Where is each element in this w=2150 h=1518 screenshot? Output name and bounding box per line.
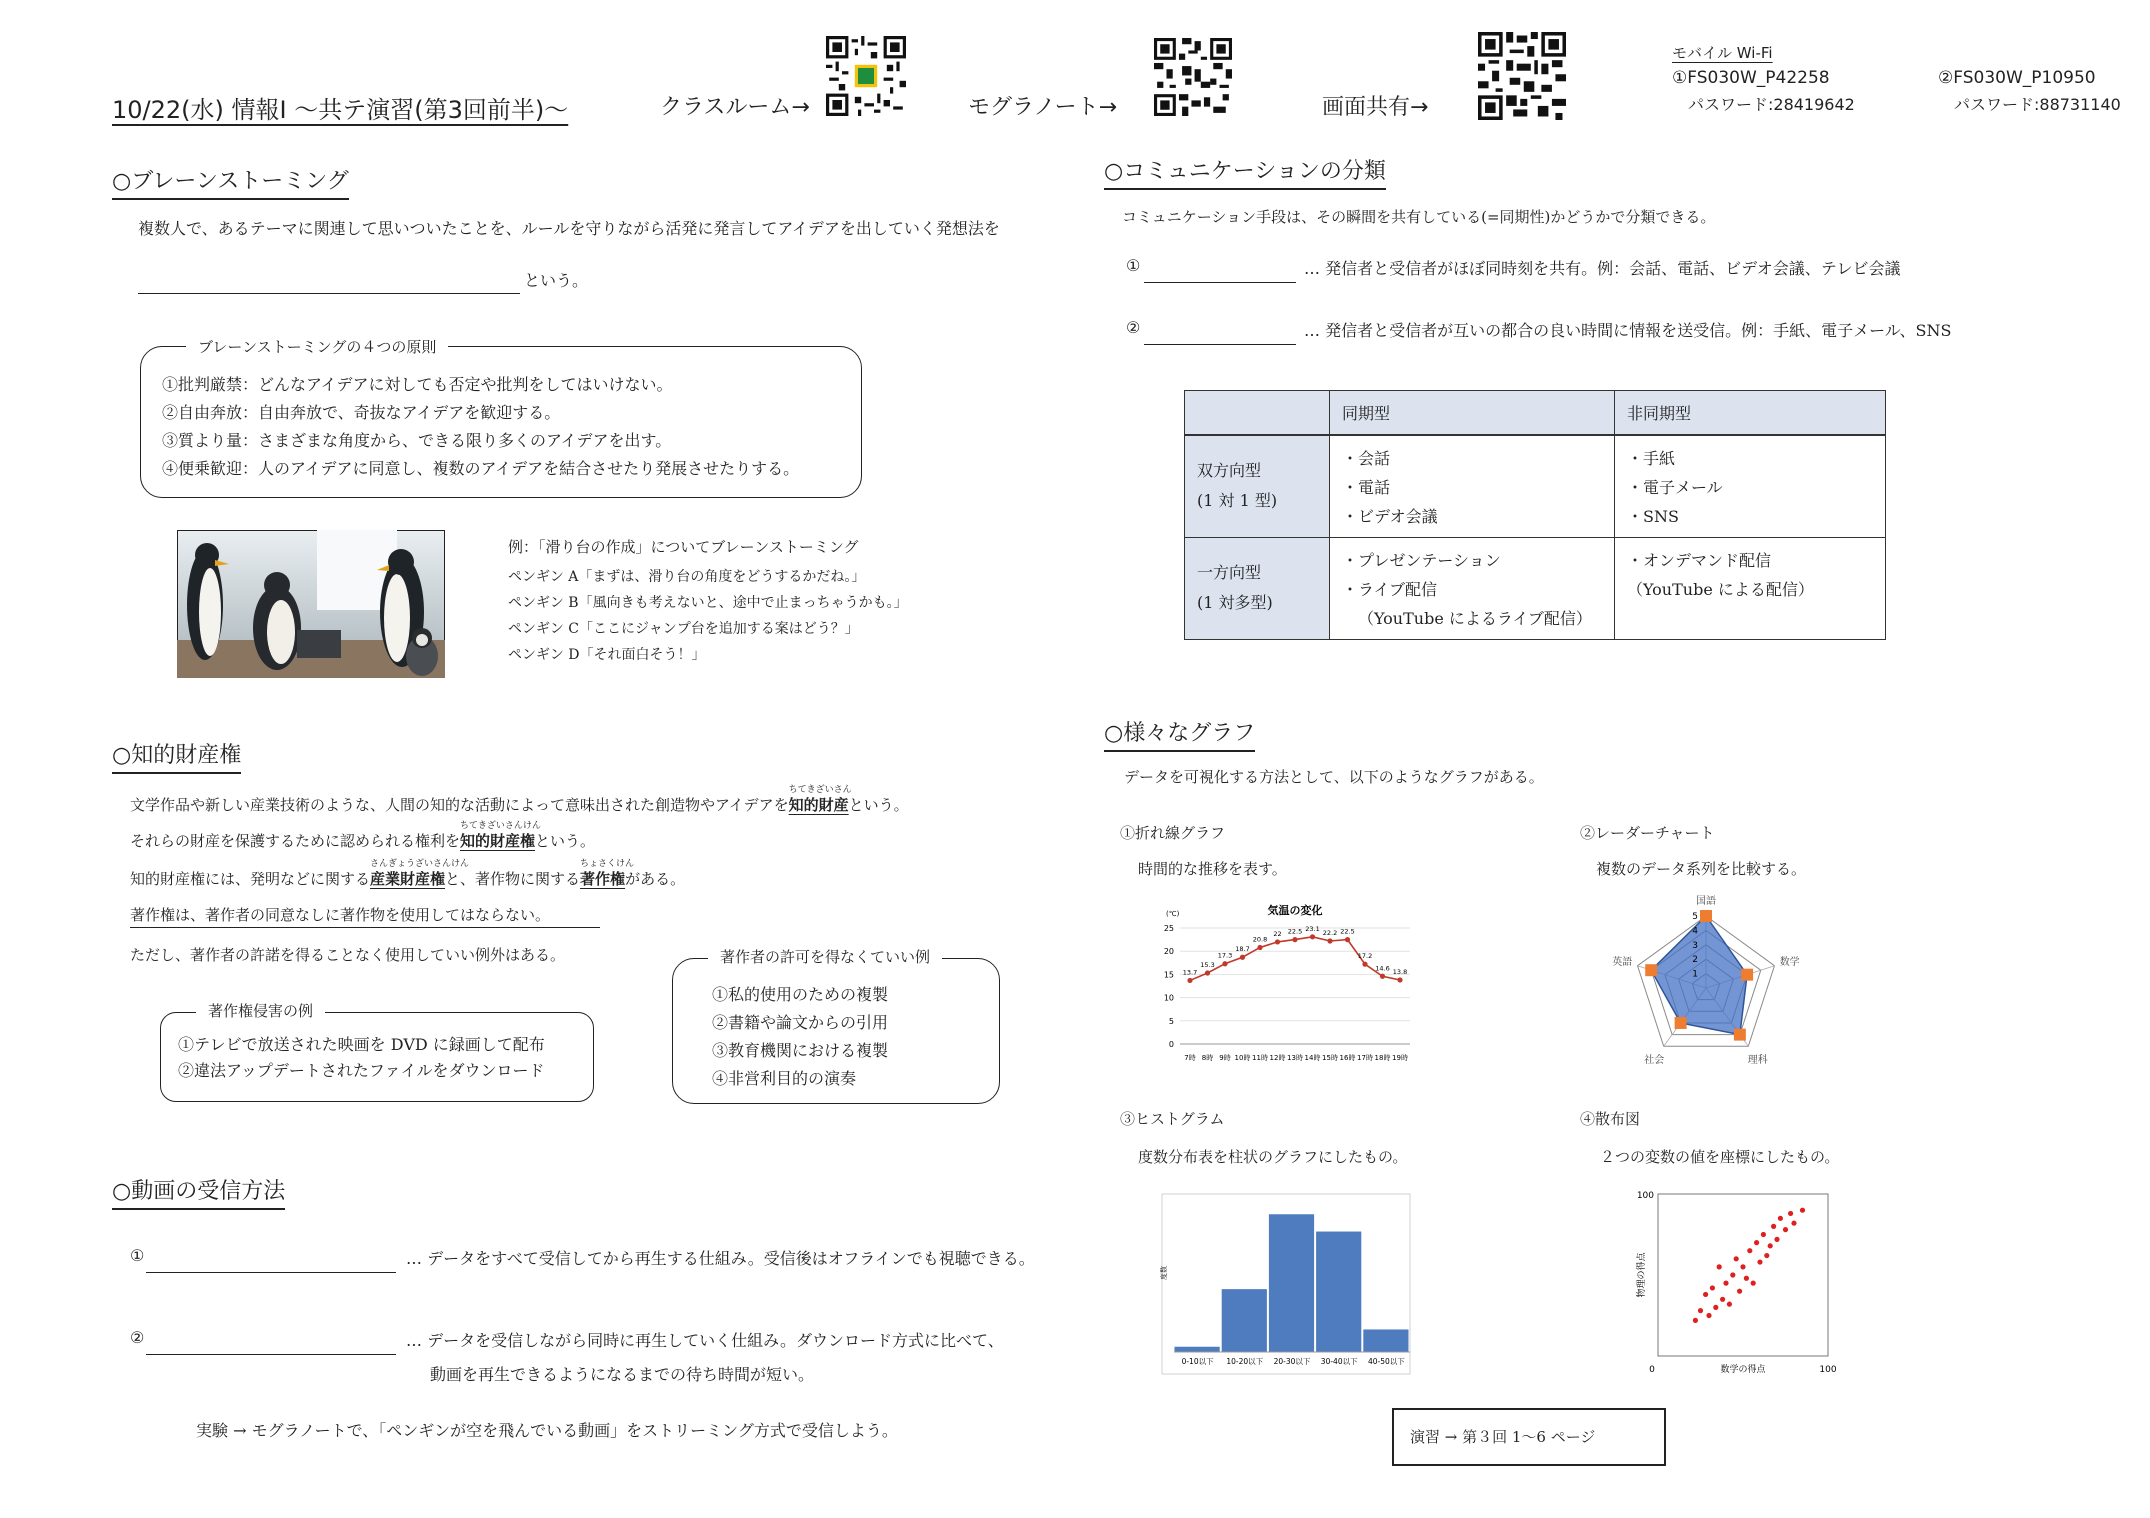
- example-line-3: ペンギン C「ここにジャンプ台を追加する案はどう？」: [508, 621, 859, 637]
- infringement-box: [160, 1012, 594, 1102]
- line-chart-data-label: 23.1: [1305, 924, 1320, 933]
- wifi-password-1: パスワード:28419642: [1688, 95, 1855, 114]
- line-chart-xtick: 15時: [1322, 1054, 1338, 1062]
- ip-line-3: [130, 859, 686, 889]
- cell-item: （YouTube による配信）: [1627, 579, 1814, 599]
- graph2-title: ②レーダーチャート: [1580, 824, 1715, 842]
- scatter-point: [1783, 1227, 1788, 1232]
- comm-table-col-sync: 同期型: [1330, 391, 1615, 435]
- scatter-xtick: 0: [1649, 1365, 1655, 1375]
- example-line-1: ペンギン A「まずは、滑り台の角度をどうするかだね。」: [508, 569, 866, 585]
- ip-line-1-end: という。: [848, 796, 909, 814]
- radar-point: [1645, 964, 1657, 976]
- cell-item: ・ライブ配信: [1342, 579, 1438, 599]
- ruby-1: ちてきざいさん: [788, 785, 852, 795]
- line-chart-point: [1345, 937, 1350, 942]
- ip-heading: ○知的財産権: [112, 738, 241, 774]
- ip-line-1: [130, 785, 909, 815]
- cell-item: ・電話: [1342, 477, 1391, 497]
- scatter-point: [1744, 1276, 1749, 1281]
- graph2-desc: 複数のデータ系列を比較する。: [1596, 860, 1807, 878]
- histogram-bar: [1316, 1231, 1362, 1352]
- scatter-point: [1747, 1248, 1752, 1253]
- line-chart-ytick: 20: [1163, 947, 1174, 957]
- page-title: 10/22(水) 情報Ⅰ ～共テ演習(第3回前半)～: [112, 96, 569, 124]
- graphs-intro: データを可視化する方法として、以下のようなグラフがある。: [1124, 768, 1544, 786]
- line-chart-title: 気温の変化: [1267, 904, 1323, 917]
- ip-line-5: ただし、著作者の許諾を得ることなく使用していい例外はある。: [130, 946, 566, 964]
- graph1-title: ①折れ線グラフ: [1120, 824, 1226, 842]
- scatter-point: [1698, 1308, 1703, 1313]
- comm-table-row-two-way: [1185, 435, 1330, 538]
- line-chart-point: [1257, 945, 1262, 950]
- brainstorm-rules-title: ブレーンストーミングの４つの原則: [186, 336, 448, 357]
- comm-intro: コミュニケーション手段は、その瞬間を共有している(=同期性)かどうかで分類できる。: [1122, 208, 1716, 226]
- cell-item: ・電子メール: [1627, 477, 1723, 497]
- scatter-xlabel: 数学の得点: [1720, 1365, 1766, 1375]
- radar-ring-label: 4: [1692, 926, 1698, 937]
- scatter-point: [1761, 1232, 1766, 1237]
- screen-share-qr-icon[interactable]: [1478, 32, 1566, 120]
- ip-term-text: 知的財産: [788, 796, 849, 814]
- line-chart-xtick: 12時: [1269, 1054, 1286, 1062]
- cell-item: ・SNS: [1627, 506, 1679, 526]
- scatter-point: [1771, 1224, 1776, 1229]
- scatter-point: [1774, 1237, 1779, 1242]
- scatter-point: [1800, 1208, 1805, 1213]
- line-chart-xtick: 7時: [1184, 1054, 1196, 1062]
- rule-3: ③質より量：さまざまな角度から、できる限り多くのアイデアを出す。: [162, 431, 672, 450]
- radar-ring-label: 2: [1692, 955, 1698, 966]
- scatter-point: [1706, 1313, 1711, 1318]
- line-chart-point: [1240, 955, 1245, 960]
- line-chart-ytick: 25: [1163, 924, 1174, 933]
- exception-item-1: ①私的使用のための複製: [712, 985, 889, 1004]
- rule-1: ①批判厳禁：どんなアイデアに対しても否定や批判をしてはいけない。: [162, 375, 673, 394]
- scatter-ytick: 100: [1636, 1191, 1654, 1201]
- cell-item: ・手紙: [1627, 448, 1676, 468]
- scatter-point: [1754, 1240, 1759, 1245]
- line-chart-xtick: 10時: [1234, 1054, 1251, 1062]
- line-chart-data-label: 22.5: [1287, 927, 1303, 936]
- radar-point: [1734, 1029, 1746, 1041]
- rule-4: ④便乗歓迎：人のアイデアに同意し、複数のアイデアを結合させたり発展させたりする。: [162, 459, 800, 478]
- video-num-1: ①: [130, 1246, 145, 1265]
- video-desc-1: … データをすべて受信してから再生する仕組み。受信後はオフラインでも視聴できる。: [406, 1249, 1035, 1268]
- ip-line-3-mid: と、著作物に関する: [445, 870, 581, 888]
- radar-series-area: [1651, 916, 1747, 1035]
- line-chart-data-label: 22.2: [1322, 928, 1338, 937]
- graph4-desc: ２つの変数の値を座標にしたもの。: [1600, 1148, 1840, 1166]
- scatter-chart: [1618, 1180, 1848, 1380]
- line-chart-data-label: 22.5: [1340, 927, 1355, 936]
- radar-axis-label: 社会: [1644, 1055, 1665, 1067]
- comm-table: [1184, 390, 1886, 640]
- cell-item: ・ビデオ会議: [1342, 506, 1438, 526]
- infringement-item-2: ②違法アップデートされたファイルをダウンロード: [178, 1061, 545, 1080]
- line-chart-data-label: 22: [1273, 929, 1282, 938]
- video-desc-2b: 動画を再生できるようになるまでの待ち時間が短い。: [430, 1365, 815, 1384]
- scatter-ylabel: 物理の得点: [1637, 1252, 1647, 1298]
- graph3-title: ③ヒストグラム: [1120, 1110, 1225, 1128]
- comm-answer-blank-2[interactable]: [1144, 344, 1296, 345]
- line-chart-xtick: 8時: [1201, 1054, 1214, 1062]
- radar-ring-label: 1: [1692, 969, 1698, 980]
- exception-item-4: ④非営利目的の演奏: [712, 1069, 857, 1088]
- exercise-box: [1392, 1408, 1666, 1466]
- radar-axis-label: 理科: [1747, 1055, 1768, 1067]
- example-line-4: ペンギン D「それ面白そう！」: [508, 647, 706, 663]
- line-chart-data-label: 13.7: [1182, 968, 1198, 977]
- scatter-point: [1764, 1253, 1769, 1258]
- radar-point: [1675, 1017, 1687, 1029]
- line-chart-point: [1187, 978, 1192, 983]
- scatter-point: [1717, 1264, 1722, 1269]
- video-desc-2a: … データを受信しながら同時に再生していく仕組み。ダウンロード方式に比べて、: [406, 1331, 1004, 1350]
- penguin-meeting-image: [177, 530, 445, 678]
- line-chart-point: [1380, 974, 1385, 979]
- line-chart-point: [1275, 939, 1280, 944]
- comm-table-col-async: 非同期型: [1615, 391, 1886, 435]
- line-chart-data-label: 15.3: [1200, 961, 1215, 970]
- ruby-4: ちょさくけん: [580, 859, 635, 869]
- cell-item: ・プレゼンテーション: [1342, 550, 1501, 570]
- graph4-title: ④散布図: [1580, 1110, 1641, 1128]
- scatter-point: [1713, 1305, 1718, 1310]
- brainstorm-intro: 複数人で、あるテーマに関連して思いついたことを、ルールを守りながら活発に発言してアイデアを出していく発想法を: [138, 219, 1000, 238]
- line-chart-data-label: 17.3: [1217, 951, 1233, 960]
- scatter-point: [1740, 1264, 1745, 1269]
- brainstorm-heading: ○ブレーンストーミング: [112, 164, 349, 200]
- line-chart-data-label: 17.2: [1357, 952, 1373, 961]
- video-answer-blank-2[interactable]: [146, 1354, 396, 1355]
- row-one-way-sub: (1 対多型): [1197, 593, 1273, 612]
- line-chart-point: [1362, 962, 1367, 967]
- ip-term-chosakuken: [580, 859, 635, 888]
- scatter-point: [1710, 1285, 1715, 1290]
- screen-share-label: 画面共有→: [1322, 95, 1429, 120]
- scatter-point: [1791, 1221, 1796, 1226]
- line-chart-xtick: 18時: [1374, 1054, 1391, 1062]
- line-chart-ytick: 10: [1163, 993, 1174, 1003]
- mogura-label: モグラノート→: [968, 95, 1118, 120]
- scatter-point: [1720, 1297, 1725, 1302]
- line-chart-point: [1327, 938, 1332, 943]
- histogram-xtick: 0-10以下: [1181, 1357, 1214, 1366]
- comm-table-row-one-way: [1185, 537, 1330, 639]
- cell-item: （YouTube によるライブ配信）: [1358, 608, 1592, 628]
- wifi-network-2: ②FS030W_P10950: [1938, 68, 2096, 88]
- brainstorm-example-title: 例：「滑り台の作成」についてブレーンストーミング: [508, 538, 859, 556]
- radar-ring-label: 3: [1692, 940, 1698, 951]
- line-chart-data-label: 20.8: [1252, 935, 1268, 944]
- cell-item: ・オンデマンド配信: [1627, 550, 1772, 570]
- graph1-desc: 時間的な推移を表す。: [1138, 860, 1287, 878]
- histogram-xtick: 30-40以下: [1320, 1357, 1358, 1366]
- wifi-network-1: ①FS030W_P42258: [1672, 68, 1830, 88]
- scatter-xtick: 100: [1819, 1365, 1837, 1375]
- line-chart-point: [1397, 977, 1402, 982]
- scatter-frame: [1658, 1194, 1828, 1356]
- line-chart-xtick: 9時: [1219, 1054, 1231, 1062]
- example-line-2: ペンギン B「風向きも考えないと、途中で止まっちゃうかも。」: [508, 595, 908, 611]
- line-chart-point: [1292, 937, 1297, 942]
- comm-heading: ○コミュニケーションの分類: [1104, 154, 1386, 190]
- mogura-qr-icon[interactable]: [1154, 38, 1232, 116]
- line-chart: [1146, 896, 1426, 1076]
- brainstorm-suffix: という。: [524, 271, 589, 290]
- cell-two-way-async: [1615, 435, 1886, 538]
- scatter-point: [1734, 1256, 1739, 1261]
- line-chart-ytick: 15: [1163, 970, 1174, 980]
- line-chart-xtick: 16時: [1339, 1054, 1356, 1062]
- comm-num-1: ①: [1126, 256, 1141, 275]
- scatter-point: [1751, 1281, 1756, 1286]
- line-chart-ylabel: (℃): [1166, 910, 1180, 918]
- cell-one-way-sync: [1330, 537, 1615, 639]
- line-chart-point: [1205, 970, 1210, 975]
- histogram-ylabel: 度数: [1160, 1266, 1168, 1280]
- radar-chart: [1596, 886, 1816, 1076]
- ip-term-chiteki-zaisanken: [460, 821, 541, 850]
- scatter-point: [1693, 1318, 1698, 1323]
- ip-term-chiteki-zaisan: [788, 785, 852, 814]
- radar-point: [1741, 969, 1753, 981]
- ip-line-2-text: それらの財産を保護するために認められる権利を: [130, 832, 461, 850]
- ruby-2: ちてきざいさんけん: [460, 821, 541, 831]
- comm-table-corner: [1185, 391, 1330, 435]
- radar-point: [1700, 910, 1712, 922]
- rule-2: ②自由奔放：自由奔放で、奇抜なアイデアを歓迎する。: [162, 403, 561, 422]
- scatter-point: [1730, 1272, 1735, 1277]
- scatter-point: [1703, 1292, 1708, 1297]
- line-chart-point: [1310, 934, 1315, 939]
- line-chart-point: [1222, 961, 1227, 966]
- line-chart-xtick: 14時: [1304, 1054, 1321, 1062]
- histogram-chart: [1148, 1188, 1418, 1378]
- comm-answer-blank-1[interactable]: [1144, 282, 1296, 283]
- ip-line-3-text: 知的財産権には、発明などに関する: [130, 870, 371, 888]
- classroom-label: クラスルーム→: [660, 95, 810, 120]
- scatter-point: [1737, 1289, 1742, 1294]
- infringement-item-1: ①テレビで放送された映画を DVD に録画して配布: [178, 1035, 545, 1054]
- radar-axis-label: 国語: [1696, 896, 1716, 907]
- line-chart-xtick: 11時: [1252, 1054, 1268, 1062]
- ip-term-text: 産業財産権: [370, 870, 446, 888]
- row-two-way-label: 双方向型: [1197, 461, 1262, 480]
- cell-one-way-async: [1615, 537, 1886, 639]
- graph3-desc: 度数分布表を柱状のグラフにしたもの。: [1138, 1148, 1408, 1166]
- line-chart-ytick: 0: [1168, 1040, 1174, 1049]
- ip-line-2: [130, 821, 596, 851]
- cell-item: ・会話: [1342, 448, 1391, 468]
- ruby-3: さんぎょうざいさんけん: [370, 859, 470, 869]
- line-chart-data-label: 18.7: [1235, 945, 1250, 954]
- scatter-point: [1723, 1281, 1728, 1286]
- graphs-heading: ○様々なグラフ: [1104, 716, 1255, 752]
- histogram-bar: [1268, 1214, 1314, 1352]
- exception-item-2: ②書籍や論文からの引用: [712, 1013, 889, 1032]
- ip-term-sangyo: [370, 859, 470, 888]
- video-heading: ○動画の受信方法: [112, 1174, 285, 1210]
- scatter-point: [1788, 1211, 1793, 1216]
- line-chart-xtick: 19時: [1392, 1054, 1408, 1062]
- cell-two-way-sync: [1330, 435, 1615, 538]
- line-chart-xtick: 13時: [1287, 1054, 1303, 1062]
- radar-ring-label: 5: [1692, 912, 1698, 922]
- line-chart-data-label: 13.8: [1392, 967, 1408, 976]
- comm-num-2: ②: [1126, 318, 1141, 337]
- histogram-xtick: 20-30以下: [1273, 1357, 1311, 1366]
- histogram-bar: [1221, 1289, 1267, 1352]
- comm-desc-1: … 発信者と受信者がほぼ同時刻を共有。例：会話、電話、ビデオ会議、テレビ会議: [1304, 259, 1901, 278]
- histogram-xtick: 10-20以下: [1226, 1357, 1264, 1366]
- line-chart-xtick: 17時: [1357, 1054, 1373, 1062]
- histogram-bar: [1363, 1329, 1409, 1352]
- infringement-title: 著作権侵害の例: [196, 1000, 325, 1021]
- scatter-point: [1768, 1243, 1773, 1248]
- brainstorm-answer-blank[interactable]: [138, 293, 520, 294]
- video-answer-blank-1[interactable]: [146, 1272, 396, 1273]
- radar-axis-label: 英語: [1612, 956, 1633, 968]
- classroom-qr-icon[interactable]: [826, 36, 906, 116]
- line-chart-data-label: 14.6: [1375, 964, 1390, 973]
- scatter-point: [1757, 1259, 1762, 1264]
- row-two-way-sub: (1 対 1 型): [1197, 491, 1278, 510]
- ip-line-3-end: がある。: [625, 870, 686, 888]
- exercise-text: 演習 → 第３回 1～6 ページ: [1410, 1428, 1596, 1446]
- scatter-point: [1778, 1216, 1783, 1221]
- video-num-2: ②: [130, 1328, 145, 1347]
- wifi-password-2: パスワード:88731140: [1954, 95, 2121, 114]
- ip-line-1-text: 文学作品や新しい産業技術のような、人間の知的な活動によって意味出された創造物やアイデアを: [130, 796, 789, 814]
- ip-line-4: 著作権は、著作者の同意なしに著作物を使用してはならない。: [130, 904, 600, 928]
- scatter-point: [1727, 1302, 1732, 1307]
- comm-desc-2: … 発信者と受信者が互いの都合の良い時間に情報を送受信。例：手紙、電子メール、SNS: [1304, 321, 1952, 340]
- wifi-label: モバイル Wi-Fi: [1672, 44, 1773, 62]
- ip-term-text: 著作権: [580, 870, 626, 888]
- ip-line-2-end: という。: [535, 832, 596, 850]
- video-experiment: 実験 → モグラノートで、「ペンギンが空を飛んでいる動画」をストリーミング方式で受信しよう。: [196, 1421, 898, 1440]
- exception-item-3: ③教育機関における複製: [712, 1041, 889, 1060]
- histogram-xtick: 40-50以下: [1368, 1357, 1405, 1366]
- exception-title: 著作者の許可を得なくていい例: [708, 946, 942, 967]
- ip-term-text: 知的財産権: [460, 832, 536, 850]
- histogram-bar: [1174, 1346, 1220, 1352]
- row-one-way-label: 一方向型: [1197, 563, 1262, 582]
- radar-axis-label: 数学: [1779, 956, 1800, 968]
- line-chart-ytick: 5: [1168, 1016, 1174, 1026]
